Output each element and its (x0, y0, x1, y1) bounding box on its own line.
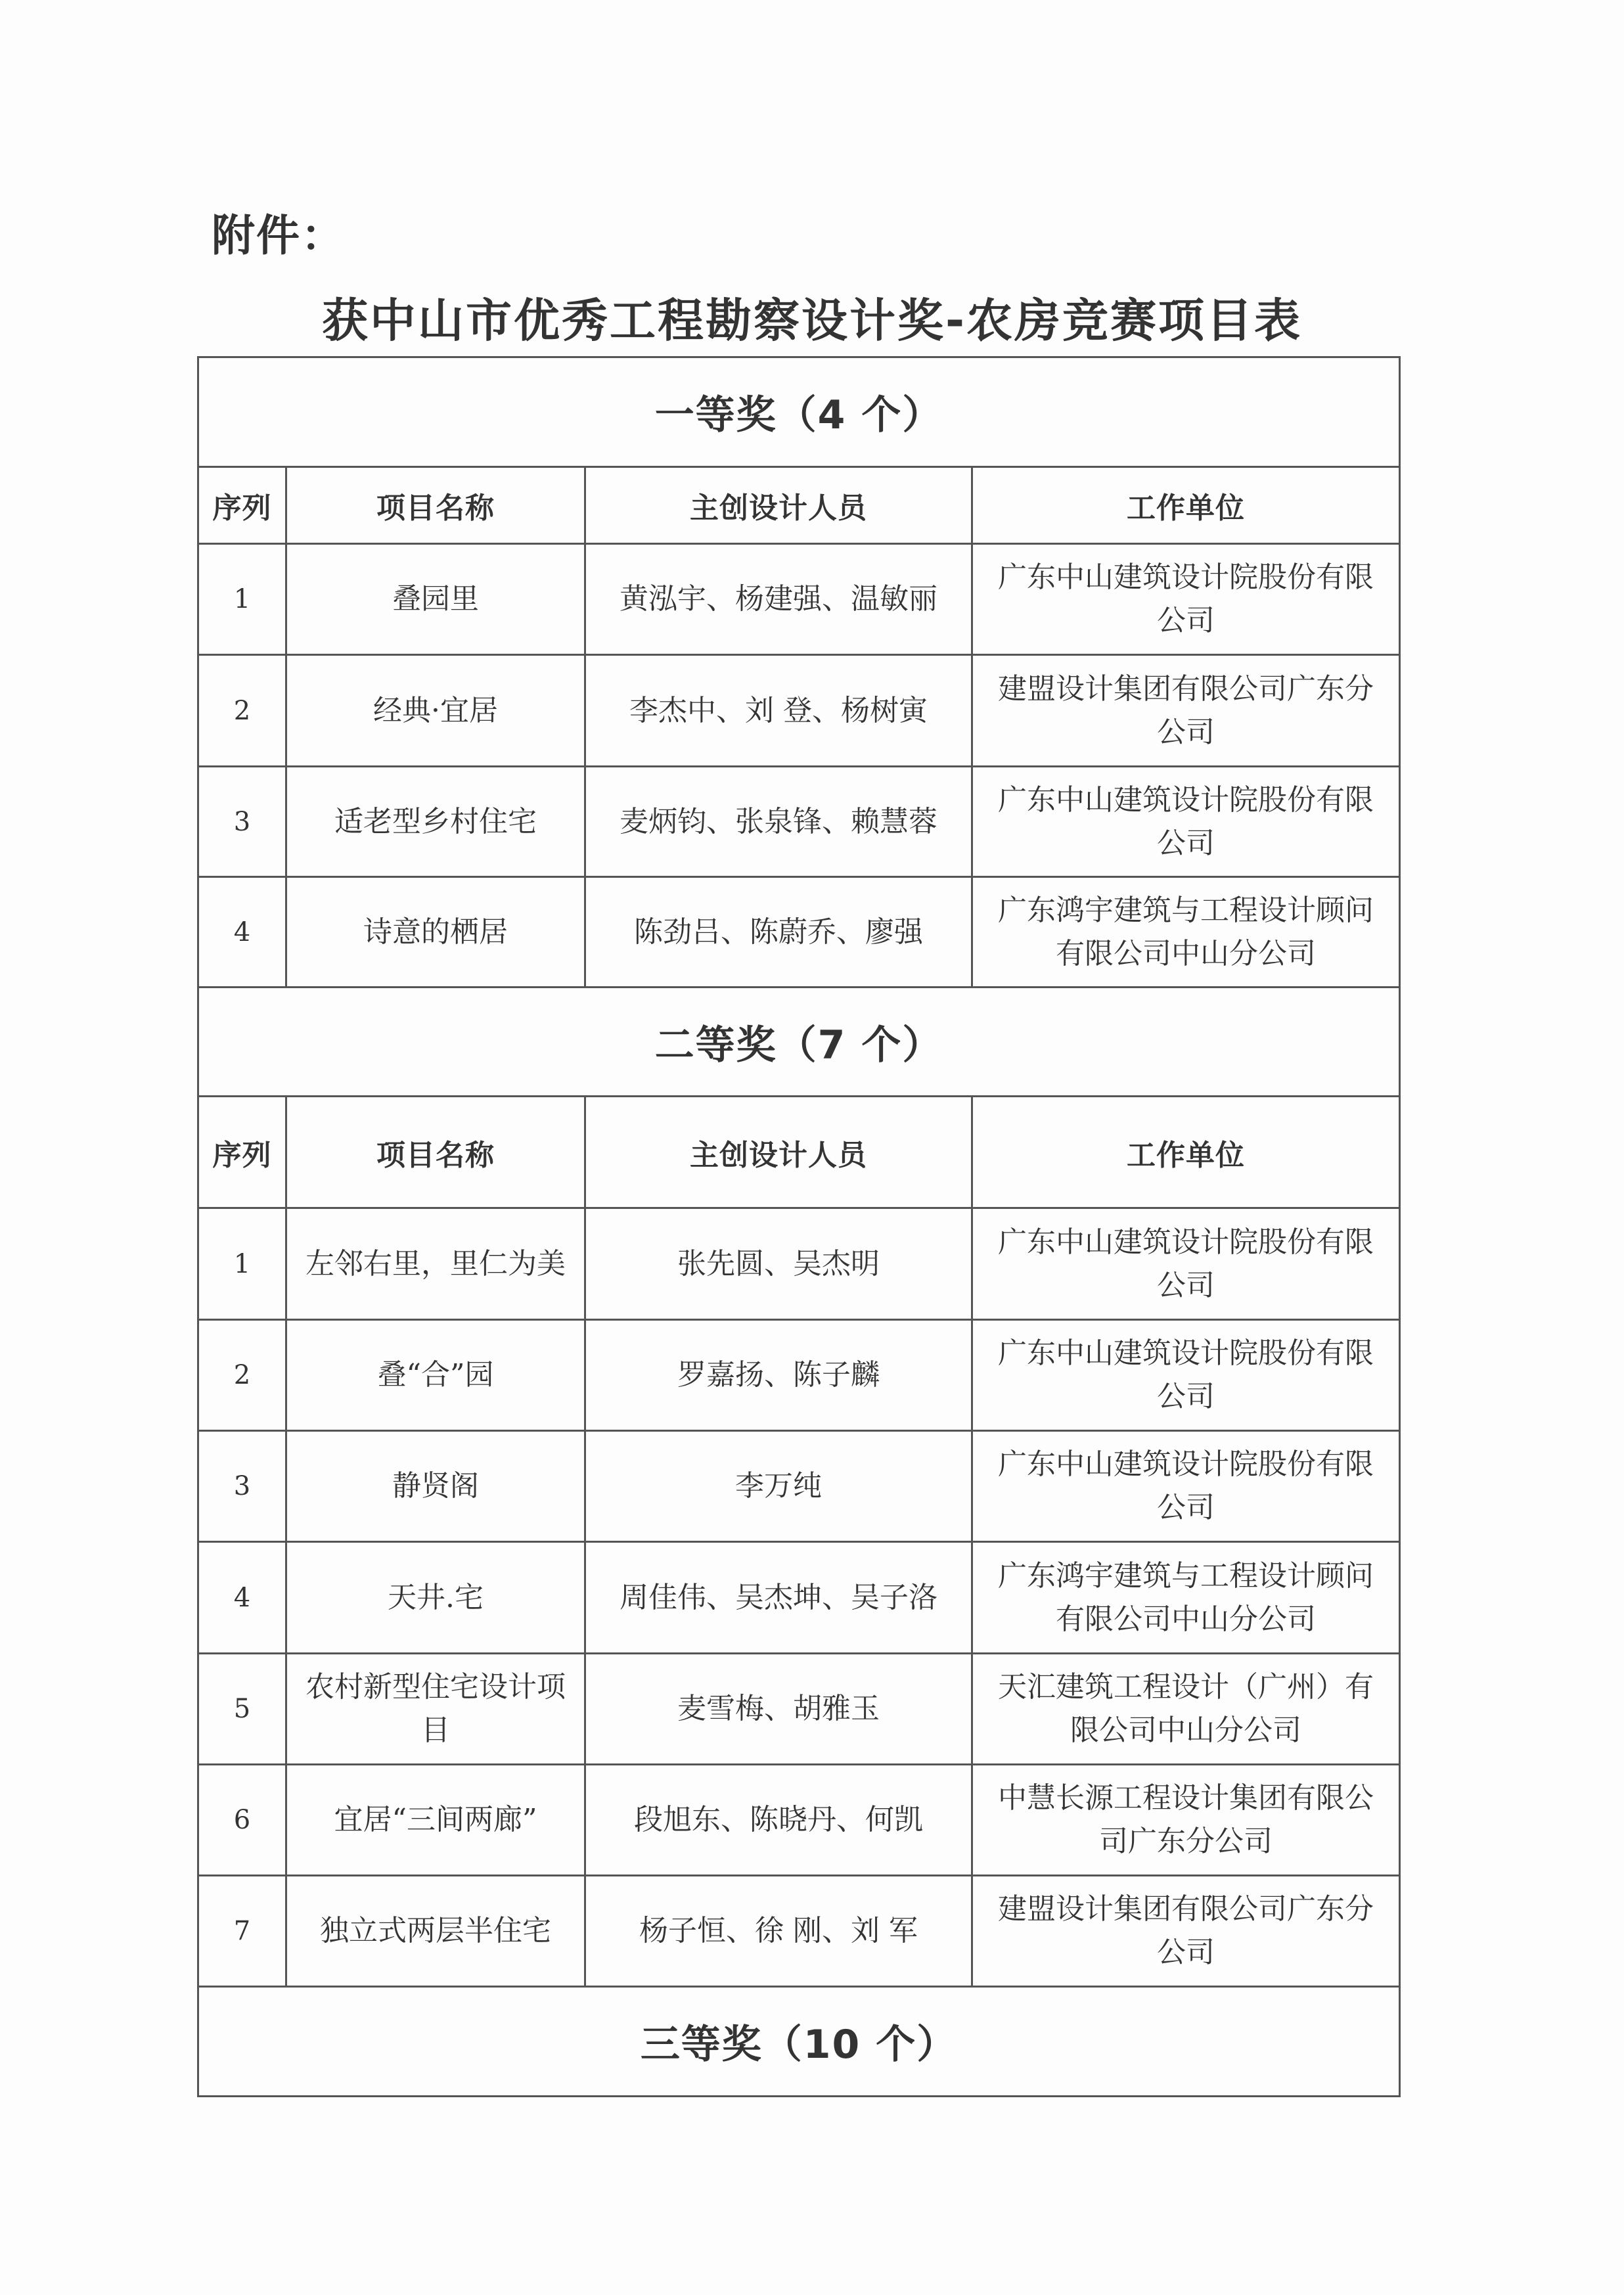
table-row (198, 1876, 1400, 1987)
section-heading: 一等奖（4 个） (198, 357, 1400, 467)
cell-designers: 麦雪梅、胡雅玉 (585, 1654, 972, 1765)
cell-designers: 段旭东、陈晓丹、何凯 (585, 1765, 972, 1876)
cell-project-name: 农村新型住宅设计项目 (286, 1654, 585, 1765)
cell-designers: 麦炳钧、张泉锋、赖慧蓉 (585, 767, 972, 877)
table-row (198, 655, 1400, 767)
cell-unit: 广东鸿宇建筑与工程设计顾问有限公司中山分公司 (972, 1542, 1400, 1654)
cell-seq: 6 (198, 1765, 286, 1876)
column-header-unit: 工作单位 (972, 467, 1400, 544)
cell-unit: 天汇建筑工程设计（广州）有限公司中山分公司 (972, 1654, 1400, 1765)
attachment-label: 附件： (212, 210, 346, 261)
table-row (198, 1542, 1400, 1654)
cell-seq: 4 (198, 1542, 286, 1654)
cell-project-name: 适老型乡村住宅 (286, 767, 585, 877)
table-row (198, 544, 1400, 655)
cell-project-name: 天井.宅 (286, 1542, 585, 1654)
table-row (198, 767, 1400, 877)
cell-unit: 广东中山建筑设计院股份有限公司 (972, 767, 1400, 877)
column-header-designers: 主创设计人员 (585, 1097, 972, 1208)
cell-unit: 广东鸿宇建筑与工程设计顾问有限公司中山分公司 (972, 877, 1400, 988)
cell-seq: 4 (198, 877, 286, 988)
cell-project-name: 诗意的栖居 (286, 877, 585, 988)
section-heading: 二等奖（7 个） (198, 988, 1400, 1097)
cell-designers: 罗嘉扬、陈子麟 (585, 1320, 972, 1431)
cell-project-name: 经典·宜居 (286, 655, 585, 767)
cell-unit: 广东中山建筑设计院股份有限公司 (972, 1208, 1400, 1320)
cell-designers: 李万纯 (585, 1431, 972, 1542)
table-row (198, 1654, 1400, 1765)
column-header-seq: 序列 (198, 1097, 286, 1208)
cell-seq: 1 (198, 544, 286, 655)
cell-designers: 杨子恒、徐 刚、刘 军 (585, 1876, 972, 1987)
column-header-unit: 工作单位 (972, 1097, 1400, 1208)
table-row (198, 1431, 1400, 1542)
cell-seq: 3 (198, 1431, 286, 1542)
cell-project-name: 叠“合”园 (286, 1320, 585, 1431)
cell-seq: 2 (198, 655, 286, 767)
column-header-name: 项目名称 (286, 1097, 585, 1208)
cell-unit: 广东中山建筑设计院股份有限公司 (972, 1431, 1400, 1542)
section-heading: 三等奖（10 个） (198, 1987, 1400, 2097)
document-title: 获中山市优秀工程勘察设计奖-农房竞赛项目表 (321, 294, 1303, 348)
cell-project-name: 宜居“三间两廊” (286, 1765, 585, 1876)
cell-unit: 中慧长源工程设计集团有限公司广东分公司 (972, 1765, 1400, 1876)
table-header-row (198, 1097, 1400, 1208)
section-heading-row (198, 988, 1400, 1097)
cell-unit: 建盟设计集团有限公司广东分公司 (972, 655, 1400, 767)
section-heading-row (198, 1987, 1400, 2097)
cell-seq: 5 (198, 1654, 286, 1765)
cell-project-name: 叠园里 (286, 544, 585, 655)
award-table (197, 356, 1401, 2097)
cell-designers: 李杰中、刘 登、杨树寅 (585, 655, 972, 767)
table-header-row (198, 467, 1400, 544)
cell-designers: 张先圆、吴杰明 (585, 1208, 972, 1320)
cell-designers: 陈劲吕、陈蔚乔、廖强 (585, 877, 972, 988)
cell-unit: 广东中山建筑设计院股份有限公司 (972, 544, 1400, 655)
cell-seq: 2 (198, 1320, 286, 1431)
cell-designers: 周佳伟、吴杰坤、吴子洛 (585, 1542, 972, 1654)
cell-designers: 黄泓宇、杨建强、温敏丽 (585, 544, 972, 655)
table-row (198, 1208, 1400, 1320)
table-row (198, 877, 1400, 988)
cell-seq: 1 (198, 1208, 286, 1320)
table-row (198, 1765, 1400, 1876)
cell-project-name: 静贤阁 (286, 1431, 585, 1542)
cell-unit: 广东中山建筑设计院股份有限公司 (972, 1320, 1400, 1431)
column-header-designers: 主创设计人员 (585, 467, 972, 544)
cell-unit: 建盟设计集团有限公司广东分公司 (972, 1876, 1400, 1987)
table-row (198, 1320, 1400, 1431)
cell-project-name: 独立式两层半住宅 (286, 1876, 585, 1987)
cell-seq: 3 (198, 767, 286, 877)
section-heading-row (198, 357, 1400, 467)
cell-project-name: 左邻右里，里仁为美 (286, 1208, 585, 1320)
cell-seq: 7 (198, 1876, 286, 1987)
column-header-seq: 序列 (198, 467, 286, 544)
column-header-name: 项目名称 (286, 467, 585, 544)
